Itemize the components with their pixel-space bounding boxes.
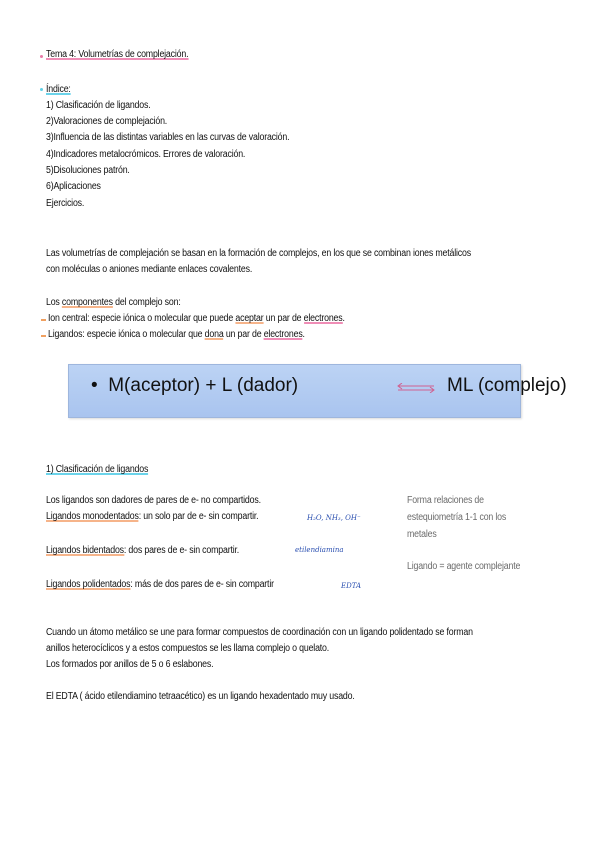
mono-rest: : un solo par de e- sin compartir.	[138, 511, 259, 522]
index-heading-text: Índice:	[46, 84, 71, 95]
bi-rest: : dos pares de e- sin compartir.	[123, 545, 240, 556]
ion-word-aceptar: aceptar	[235, 313, 264, 324]
chelate-line-2: anillos heterocíclicos y a estos compuestos se les llama complejo o quelato.	[46, 643, 330, 654]
index-item-2: 2)Valoraciones de complejación.	[46, 116, 168, 127]
components-lead-before: Los	[46, 297, 62, 308]
ion-word-electrones: electrones	[303, 313, 343, 324]
bi-label: Ligandos bidentados	[46, 545, 124, 556]
equation-right: ML (complejo)	[447, 375, 567, 396]
index-item-3: 3)Influencia de las distintas variables en las curvas de valoración.	[46, 132, 290, 143]
index-item-5: 5)Disoluciones patrón.	[46, 165, 130, 176]
section1-heading-text: 1) Clasificación de ligandos	[46, 464, 149, 475]
lig-end: .	[302, 329, 305, 340]
index-item-1: 1) Clasificación de ligandos.	[46, 100, 151, 111]
equation-bullet: •	[91, 375, 98, 396]
side-note-4: Ligando = agente complejante	[407, 561, 521, 572]
index-item-6: 6)Aplicaciones	[46, 181, 101, 192]
side-note-3: metales	[407, 529, 437, 540]
bi-example-handwriting: etilendiamina	[295, 546, 344, 554]
mono-label: Ligandos monodentados	[46, 511, 139, 522]
components-lead-word: componentes	[61, 297, 113, 308]
index-item-4: 4)Indicadores metalocrómicos. Errores de valoración.	[46, 149, 246, 160]
ion-dash	[41, 319, 46, 321]
components-lead-after: del complejo son:	[112, 297, 181, 308]
section1-heading	[46, 464, 148, 476]
section1-line-a: Los ligandos son dadores de pares de e- no compartidos.	[46, 495, 261, 506]
components-lead	[46, 297, 181, 309]
ion-pre: Ion central: especie iónica o molecular que puede	[48, 313, 236, 324]
poli-rest: : más de dos pares de e- sin compartir	[130, 579, 274, 590]
lig-pre: Ligandos: especie iónica o molecular que	[48, 329, 205, 340]
intro-line-1: Las volumetrías de complejación se basan en la formación de complejos, en los que se combinan iones metálicos	[46, 248, 471, 259]
bi-line	[46, 545, 239, 557]
ligandos-dash	[41, 335, 46, 337]
side-note-2: estequiometría 1-1 con los	[407, 512, 507, 523]
page-title	[46, 49, 188, 61]
lig-mid: un par de	[223, 329, 264, 340]
poli-example-handwriting: EDTA	[341, 582, 362, 590]
ion-end: .	[342, 313, 345, 324]
mono-line	[46, 511, 258, 523]
chelate-line-3: Los formados por anillos de 5 o 6 eslabones.	[46, 659, 214, 670]
poli-line	[46, 579, 274, 591]
poli-label: Ligandos polidentados	[46, 579, 131, 590]
chelate-line-1: Cuando un átomo metálico se une para formar compuestos de coordinación con un ligando polidentado se forman	[46, 627, 473, 638]
ion-central-line	[48, 313, 345, 325]
side-note-1: Forma relaciones de	[407, 495, 484, 506]
index-item-7: Ejercicios.	[46, 198, 85, 209]
edta-note: El EDTA ( ácido etilendiamino tetraacético) es un ligando hexadentado muy usado.	[46, 691, 355, 702]
ligandos-line	[48, 329, 305, 341]
equation-left	[91, 373, 298, 399]
index-bullet-dot	[40, 88, 43, 91]
lig-word-dona: dona	[204, 329, 224, 340]
intro-line-2: con moléculas o aniones mediante enlaces covalentes.	[46, 264, 253, 275]
equilibrium-arrow-icon	[396, 383, 436, 393]
lig-word-electrones: electrones	[263, 329, 303, 340]
equation-box	[68, 364, 567, 418]
index-heading	[46, 84, 71, 96]
equation-left-text: M(aceptor) + L (dador)	[108, 375, 299, 396]
mono-examples-handwriting: H₂O, NH₃, OH⁻	[307, 514, 361, 522]
ion-mid: un par de	[263, 313, 304, 324]
title-bullet-dot	[40, 55, 43, 58]
page-title-text: Tema 4: Volumetrías de complejación.	[46, 49, 189, 60]
